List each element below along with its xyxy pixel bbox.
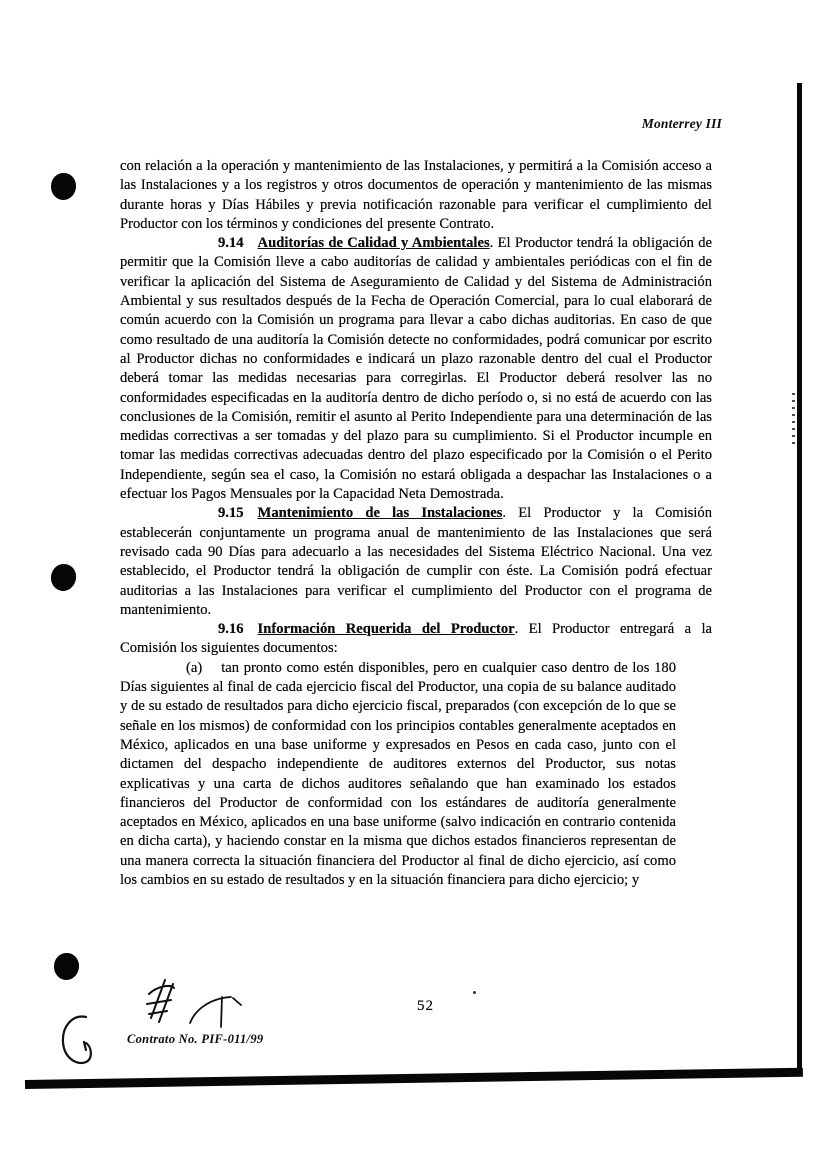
section-text: . El Productor y la Comisión establecerán conjuntamente un programa anual de mantenimiento de las Instalaciones que será revisado cada 90 Días para adecuarlo a las necesidades del Sistema Eléctrico Nacional. Una vez establecido, el Productor tendrá la obligación de cumplir con éste. La Comisión podrá efectuar auditorias a las Instalaciones para verificar el cumplimiento del Productor con el programa de mantenimiento. xyxy=(120,505,712,618)
signature-swoosh-icon xyxy=(190,997,241,1027)
section-text: . El Productor tendrá la obligación de permitir que la Comisión lleve a cabo auditorías de calidad y ambientales periódicas con el fin de verificar la aplicación del Sistema de Aseguramiento de Calidad y del Sistema de Administración Ambiental y sus resultados después de la Fecha de Operación Comercial, para lo cual elaborará de común acuerdo con la Comisión un programa para llevar a cabo dichas auditorias. En caso de que como resultado de una auditoría la Comisión detecte no conformidades, podrá comunicar por escrito al Productor dichas no conformidades e indicará un plazo razonable dentro del cual el Productor deberá tomar las medidas necesarias para corregirlas. El Productor deberá resolver las no conformidades especificadas en la auditoría dentro de dicho período o, si no está de acuerdo con las conclusiones de la Comisión, remitir el asunto al Perito Independiente para una determinación de las medidas correctivas a ser tomadas y del plazo para su cumplimiento. Si el Productor incumple en tomar las medidas correctivas adecuadas dentro del plazo especificado por la Comisión o el Perito Independiente, según sea el caso, la Comisión no estará obligada a despachar las Instalaciones o a efectuar los Pagos Mensuales por la Capacidad Neta Demostrada. xyxy=(120,235,712,503)
scan-noise-ticks xyxy=(792,393,795,445)
circle-doodle-icon xyxy=(63,1017,91,1063)
section-number: 9.14 xyxy=(218,235,244,252)
section-number: 9.16 xyxy=(218,621,244,638)
list-item-a xyxy=(120,659,676,891)
scan-edge-vertical-line xyxy=(797,83,802,1075)
section-9-15 xyxy=(120,504,712,620)
item-label: (a) xyxy=(186,659,203,676)
section-9-16 xyxy=(120,620,712,659)
section-9-14 xyxy=(120,234,712,504)
paragraph-intro: con relación a la operación y mantenimiento de las Instalaciones, y permitirá a la Comisión acceso a las Instalaciones y a los registros y otros documentos de operación y mantenimiento de las mismas durante horas y Días Hábiles y previa notificación razonable para verificar el cumplimiento del Productor con los términos y condiciones del presente Contrato. xyxy=(120,158,712,232)
page-number: 52 xyxy=(417,998,434,1014)
scan-edge-bottom-bar xyxy=(25,1068,803,1089)
hole-punch-icon xyxy=(51,173,76,200)
signature-marks xyxy=(55,970,255,1070)
section-title: Información Requerida del Productor xyxy=(257,621,515,638)
document-body xyxy=(120,157,712,890)
section-title: Mantenimiento de las Instalaciones xyxy=(257,505,503,522)
contract-number-footnote: Contrato No. PIF-011/99 xyxy=(127,1032,264,1046)
item-text: tan pronto como estén disponibles, pero en cualquier caso dentro de los 180 Días siguientes al final de cada ejercicio fiscal del Productor, una copia de su balance auditado y de su estado de resultados para dicho ejercicio fiscal, preparados (con excepción de lo que se señale en los mismos) de conformidad con los principios contables generalmente aceptados en México, aplicados en una base uniforme y expresados en Pesos en cada caso, junto con el dictamen del despacho independiente de auditores externos del Productor, sus notas explicativas y una carta de dichos auditores señalando que han examinado los estados financieros del Productor de conformidad con los estándares de auditoría generalmente aceptados en México, aplicados en una base uniforme (salvo indicación en contrario contenida en dicha carta), y haciendo constar en la misma que dichos estados financieros representan de una manera correcta la situación financiera del Productor al final de dicho ejercicio, así como los cambios en su estado de resultados y en la situación financiera para dicho ejercicio; y xyxy=(120,659,676,888)
section-text: . El Productor entregará a la Comisión los siguientes documentos: xyxy=(120,621,712,657)
running-header: Monterrey III xyxy=(641,116,722,131)
hole-punch-icon xyxy=(49,562,78,592)
signature-initials-icon xyxy=(147,980,174,1022)
section-number: 9.15 xyxy=(218,505,244,522)
section-title: Auditorías de Calidad y Ambientales xyxy=(257,235,490,252)
scan-speck xyxy=(473,991,476,994)
